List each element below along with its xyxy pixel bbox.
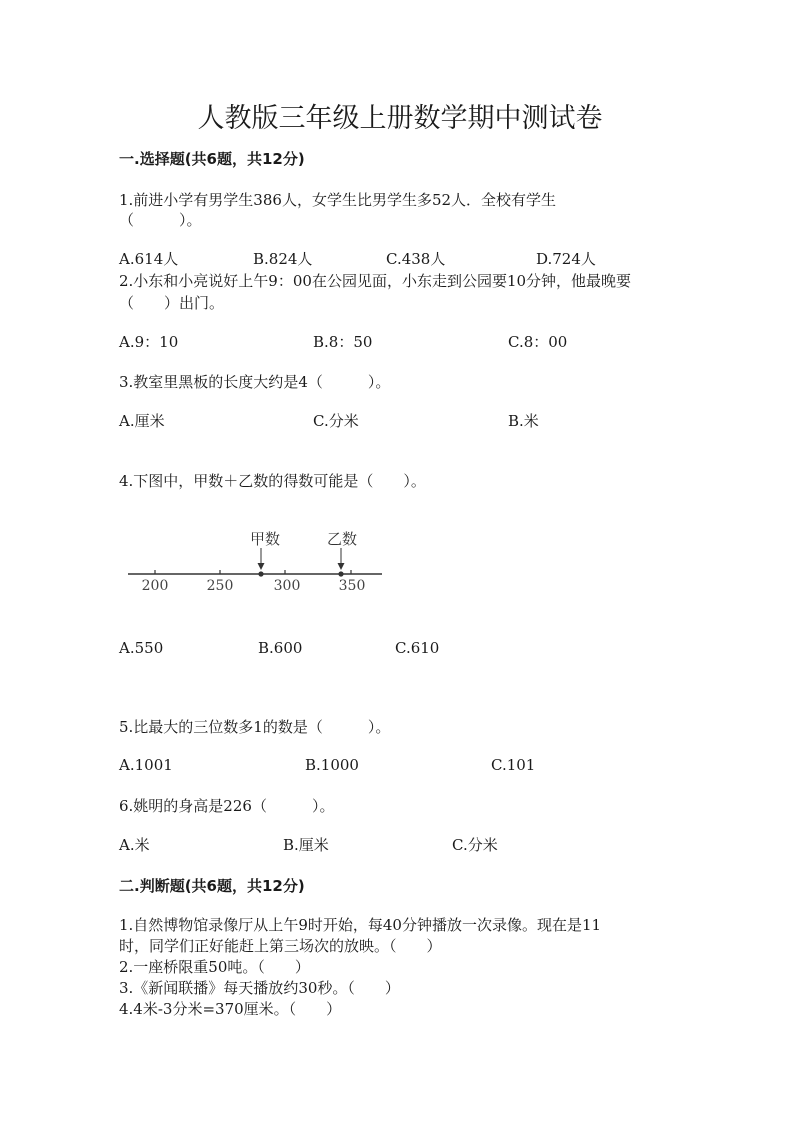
- q6-option-c: C.分米: [452, 836, 498, 854]
- q4-option-a: A.550: [119, 639, 164, 657]
- tick-label: 350: [338, 578, 366, 594]
- section-heading-choice: 一.选择题(共6题，共12分): [119, 150, 305, 168]
- q2-option-b: B.8：50: [313, 333, 373, 351]
- q3-option-b: B.米: [508, 412, 539, 430]
- q2-option-a: A.9：10: [119, 333, 179, 351]
- q2-option-c: C.8：00: [508, 333, 568, 351]
- q5-option-b: B.1000: [305, 756, 359, 774]
- question-1-line-2: （ ）。: [119, 211, 202, 229]
- q1-option-a: A.614人: [119, 250, 179, 268]
- q4-option-b: B.600: [258, 639, 303, 657]
- q5-option-a: A.1001: [119, 756, 173, 774]
- question-2-line-2: （ ）出门。: [119, 294, 225, 312]
- point-yi: [338, 571, 343, 576]
- question-1-line-1: 1.前进小学有男学生386人，女学生比男学生多52人．全校有学生: [119, 191, 557, 209]
- q3-option-c: C.分米: [313, 412, 359, 430]
- judgement-2: 2.一座桥限重50吨。（ ）: [119, 958, 310, 976]
- arrowhead-yi: [338, 563, 345, 570]
- section-heading-judgement: 二.判断题(共6题，共12分): [119, 877, 305, 895]
- q3-option-a: A.厘米: [119, 412, 165, 430]
- q1-option-c: C.438人: [386, 250, 446, 268]
- page-title: 人教版三年级上册数学期中测试卷: [197, 103, 603, 134]
- q5-option-c: C.101: [491, 756, 536, 774]
- number-line-figure: [120, 522, 390, 602]
- judgement-1-line-1: 1.自然博物馆录像厅从上午9时开始，每40分钟播放一次录像。现在是11: [119, 916, 602, 934]
- label-jia: 甲数: [249, 530, 281, 548]
- q4-option-c: C.610: [395, 639, 440, 657]
- judgement-4: 4.4米-3分米=370厘米。（ ）: [119, 1000, 342, 1018]
- label-yi: 乙数: [326, 530, 358, 548]
- judgement-1-line-2: 时，同学们正好能赶上第三场次的放映。（ ）: [119, 937, 442, 955]
- question-5: 5.比最大的三位数多1的数是（ ）。: [119, 718, 391, 736]
- tick-label: 250: [206, 578, 234, 594]
- question-2-line-1: 2.小东和小亮说好上午9：00在公园见面，小东走到公园要10分钟，他最晚要: [119, 272, 632, 290]
- q6-option-a: A.米: [119, 836, 150, 854]
- tick-label: 200: [141, 578, 169, 594]
- tick-label: 300: [273, 578, 301, 594]
- q6-option-b: B.厘米: [283, 836, 329, 854]
- q1-option-b: B.824人: [253, 250, 313, 268]
- judgement-3: 3.《新闻联播》每天播放约30秒。（ ）: [119, 979, 400, 997]
- question-3: 3.教室里黑板的长度大约是4（ ）。: [119, 373, 391, 391]
- question-4: 4.下图中，甲数＋乙数的得数可能是（ ）。: [119, 472, 426, 490]
- point-jia: [258, 571, 263, 576]
- q1-option-d: D.724人: [536, 250, 596, 268]
- arrowhead-jia: [258, 563, 265, 570]
- question-6: 6.姚明的身高是226（ ）。: [119, 797, 335, 815]
